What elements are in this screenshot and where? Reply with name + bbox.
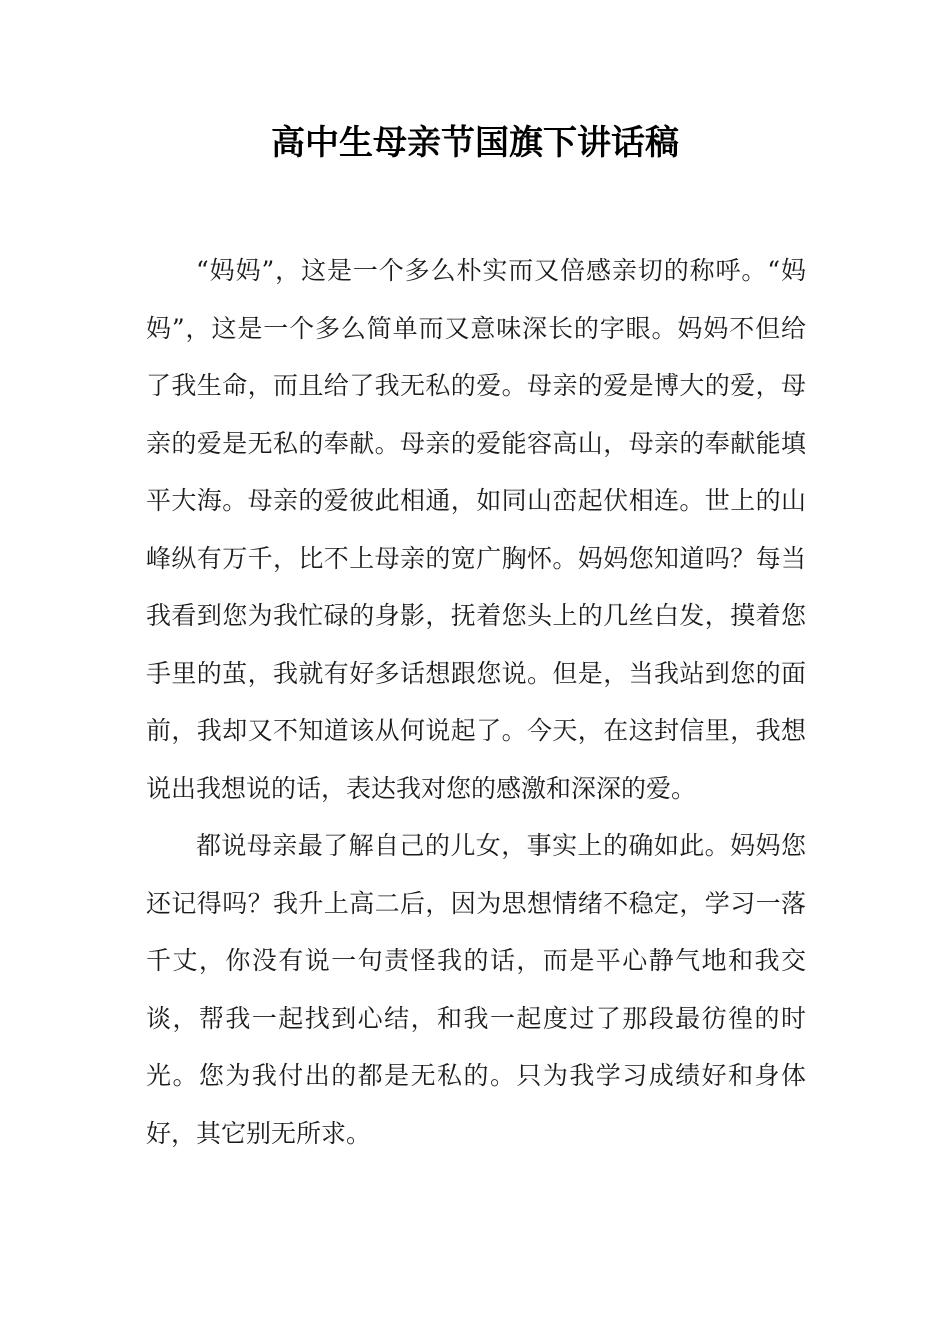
paragraph-2: 都说母亲最了解自己的儿女，事实上的确如此。妈妈您还记得吗？我升上高二后，因为思想情绪不稳定，学习一落千丈，你没有说一句责怪我的话，而是平心静气地和我交谈，帮我一起找到心结，和我一起度过了那段最彷徨的时光。您为我付出的都是无私的。只为我学习成绩好和身体好，其它别无所求。	[146, 831, 806, 1148]
document-body	[146, 242, 806, 1162]
paragraph-1: “妈妈”，这是一个多么朴实而又倍感亲切的称呼。“妈妈”，这是一个多么简单而又意味深长的字眼。妈妈不但给了我生命，而且给了我无私的爱。母亲的爱是博大的爱，母亲的爱是无私的奉献。母亲的爱能容高山，母亲的奉献能填平大海。母亲的爱彼此相通，如同山峦起伏相连。世上的山峰纵有万千，比不上母亲的宽广胸怀。妈妈您知道吗？每当我看到您为我忙碌的身影，抚着您头上的几丝白发，摸着您手里的茧，我就有好多话想跟您说。但是，当我站到您的面前，我却又不知道该从何说起了。今天，在这封信里，我想说出我想说的话，表达我对您的感激和深深的爱。	[146, 256, 806, 803]
document-title: 高中生母亲节国旗下讲话稿	[271, 123, 679, 163]
